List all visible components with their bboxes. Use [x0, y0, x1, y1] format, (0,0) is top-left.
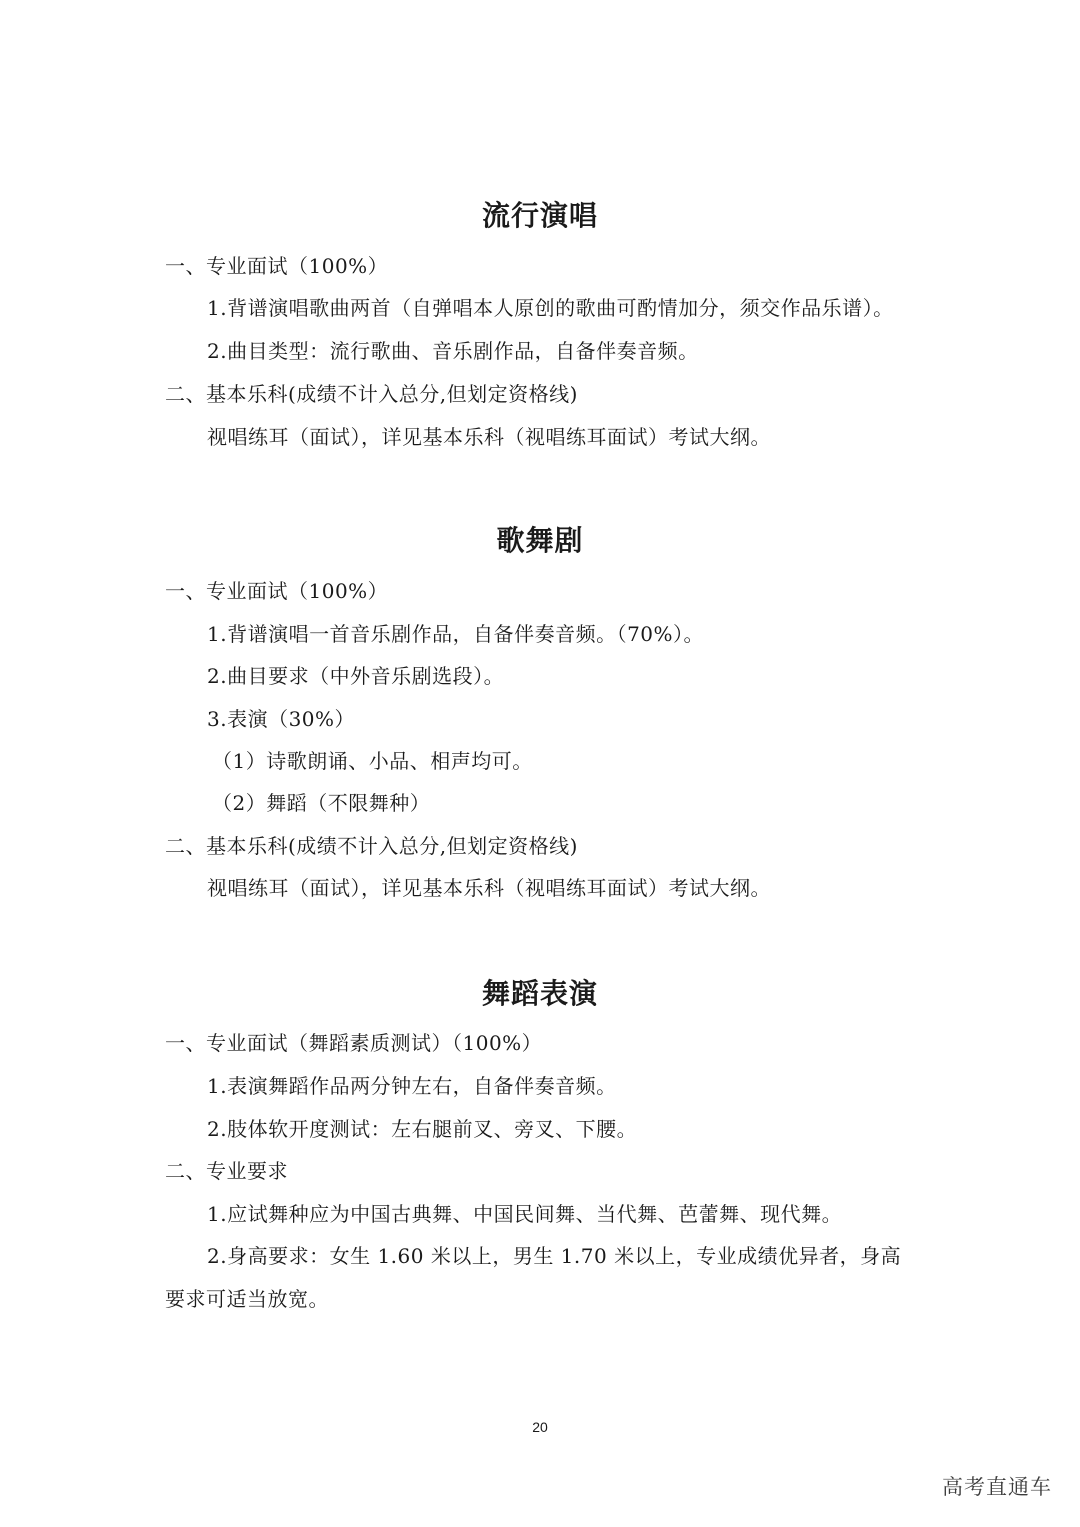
heading-professional-interview: 一、专业面试（100%）	[165, 254, 389, 278]
list-item: 视唱练耳（面试），详见基本乐科（视唱练耳面试）考试大纲。	[207, 425, 771, 449]
list-item: 2.肢体软开度测试：左右腿前叉、旁叉、下腰。	[207, 1117, 638, 1141]
list-item: 2.曲目要求（中外音乐剧选段）。	[207, 664, 505, 688]
heading-professional-interview: 一、专业面试（舞蹈素质测试）（100%）	[165, 1031, 543, 1055]
heading-basic-music-theory: 二、基本乐科(成绩不计入总分,但划定资格线)	[165, 834, 578, 858]
list-item: 3.表演（30%）	[207, 707, 356, 731]
list-item: 1.表演舞蹈作品两分钟左右，自备伴奏音频。	[207, 1074, 617, 1098]
list-item: 视唱练耳（面试），详见基本乐科（视唱练耳面试）考试大纲。	[207, 876, 771, 900]
list-item: 1.应试舞种应为中国古典舞、中国民间舞、当代舞、芭蕾舞、现代舞。	[207, 1202, 843, 1226]
heading-basic-music-theory: 二、基本乐科(成绩不计入总分,但划定资格线)	[165, 382, 578, 406]
sub-list-item: （1）诗歌朗诵、小品、相声均可。	[212, 749, 533, 773]
section-title-pop-singing: 流行演唱	[481, 199, 598, 232]
watermark: 高考直通车	[942, 1475, 1052, 1499]
section-title-musical-theatre: 歌舞剧	[496, 524, 584, 557]
page-number: 20	[532, 1419, 548, 1435]
list-item: 1.背谱演唱歌曲两首（自弹唱本人原创的歌曲可酌情加分，须交作品乐谱）。	[207, 296, 894, 320]
section-title-dance-performance: 舞蹈表演	[481, 977, 598, 1010]
heading-professional-interview: 一、专业面试（100%）	[165, 579, 389, 603]
sub-list-item: （2）舞蹈（不限舞种）	[212, 791, 431, 815]
list-item: 2.曲目类型：流行歌曲、音乐剧作品，自备伴奏音频。	[207, 339, 699, 363]
heading-professional-requirements: 二、专业要求	[165, 1159, 288, 1183]
list-item: 2.身高要求：女生 1.60 米以上，男生 1.70 米以上，专业成绩优异者，身高	[207, 1244, 902, 1268]
list-item-continuation: 要求可适当放宽。	[165, 1287, 329, 1311]
list-item: 1.背谱演唱一首音乐剧作品，自备伴奏音频。（70%）。	[207, 622, 705, 646]
